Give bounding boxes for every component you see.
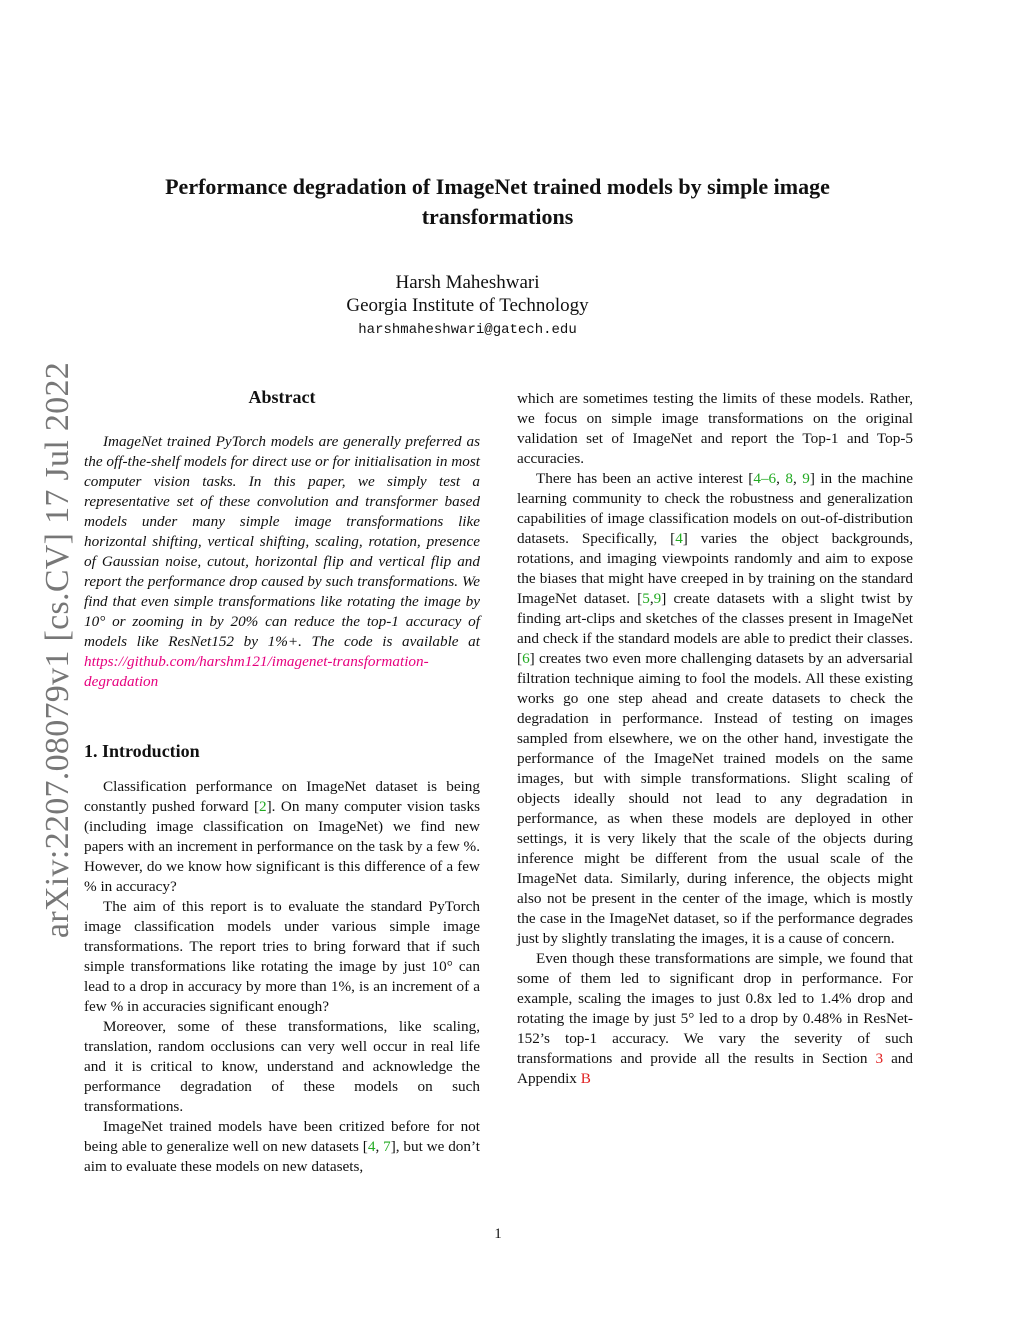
intro-paragraph-2: The aim of this report is to evaluate the standard PyTorch image classification models under various simple image transformations. The report tries to bring forward that if such simple transformations like rotating the image by just 10° can lead to a drop in accuracy by more than 1%, is an increment of a few % in accuracies significant enough? xyxy=(84,898,480,1015)
right-p3-text-mid: and Appendix xyxy=(517,1050,913,1087)
citation-link[interactable]: 8 xyxy=(785,470,793,487)
section-reference-link[interactable]: 3 xyxy=(875,1050,884,1067)
citation-link[interactable]: 9 xyxy=(802,470,810,487)
right-p2-text-c: ] varies the object backgrounds, rotations, and imaging viewpoints randomly and aim to expose the biases that might have creeped in by training on the standard ImageNet dataset. [ xyxy=(517,530,913,607)
citation-link[interactable]: 7 xyxy=(383,1138,391,1155)
right-paragraph-3 xyxy=(517,949,913,1089)
citation-link[interactable]: 6 xyxy=(768,470,777,487)
citation-link[interactable]: 4 xyxy=(753,470,761,487)
left-column xyxy=(84,384,480,1177)
right-p2-text-a: There has been an active interest [ xyxy=(536,470,754,487)
abstract-text xyxy=(84,432,480,692)
citation-link[interactable]: 5 xyxy=(642,590,650,607)
citation-link[interactable]: 6 xyxy=(522,650,530,667)
abstract-body-text: ImageNet trained PyTorch models are generally preferred as the off-the-shelf models for direct use or for initialisation in most computer vision tasks. In this paper, we simply test a representative set of these convolution and transformer based models under many simple image transformations like horizontal shifting, vertical shifting, scaling, rotation, presence of Gaussian noise, cutout, horizontal flip and vertical flip and report the performance drop caused by such transformations. We find that even simple transformations like rotating the image by 10° or zooming in by 20% can reduce the top-1 accuracy of models like ResNet152 by 1%+. The code is available at xyxy=(84,433,480,650)
citation-link[interactable]: 4 xyxy=(675,530,683,547)
intro-paragraph-4 xyxy=(84,1117,480,1177)
intro-p4-text-b: ], but we don’t aim to evaluate these models on new datasets, xyxy=(84,1138,481,1175)
intro-p4-text-a: ImageNet trained models have been critized before for not being able to generalize well on new datasets [ xyxy=(84,1118,480,1155)
citation-link[interactable]: 2 xyxy=(259,798,267,815)
intro-p1-text-a: Classification performance on ImageNet dataset is being constantly pushed forward [ xyxy=(84,778,480,815)
right-p3-text-a: Even though these transformations are simple, we found that some of them led to significant drop in performance. For example, scaling the images to just 0.8x led to 1.4% drop and rotating the image by just 5° led to a drop by 0.48% in ResNet-152’s top-1 accuracy. We vary the severity of such transformations and provide all the results in Section xyxy=(517,950,913,1067)
intro-paragraph-1 xyxy=(84,777,480,897)
introduction-heading: 1. Introduction xyxy=(84,741,200,761)
citation-separator: , xyxy=(375,1138,384,1155)
right-p2-text-b: ] in the machine learning community to check the robustness and generalization capabilities of image classification models on out-of-distribution datasets. Specifically, [ xyxy=(517,470,914,547)
author-name: Harsh Maheshwari xyxy=(395,272,540,293)
right-p2-text-d: ] create datasets with a slight twist by finding art-clips and sketches of the classes present in ImageNet and check if the standard models are able to predict their classes. [ xyxy=(517,590,913,667)
page-number: 1 xyxy=(494,1226,502,1242)
author-email[interactable]: harshmaheshwari@gatech.edu xyxy=(358,322,577,338)
paper-title: Performance degradation of ImageNet trained models by simple image transformations xyxy=(165,174,830,229)
arxiv-identifier-stamp: arXiv:2207.08079v1 [cs.CV] 17 Jul 2022 xyxy=(39,361,76,939)
right-p2-text-e: ] creates two even more challenging datasets by an adversarial filtration technique aiming to fool the models. All these existing works go one step ahead and create datasets to check the degradation in performance. Instead of testing on images sampled from elsewhere, we on the other hand, investigate the performance of the ImageNet trained models on the same images, but with simple transformations. Slight scaling of objects ideally should not lead to any degradation in performance, as when these models are deployed in other settings, it is very likely that the scale of the objects during inference might be different from the usual scale of the ImageNet data. Similarly, during inference, the objects might also not be present in the center of the image, which is mostly the case in the ImageNet dataset, so if the performance degrades just by slightly translating the images, it is a cause of concern. xyxy=(517,650,913,947)
citation-separator: , xyxy=(776,470,786,487)
right-paragraph-2 xyxy=(517,469,913,949)
citation-link[interactable]: 9 xyxy=(653,590,662,607)
right-paragraph-1: which are sometimes testing the limits of these models. Rather, we focus on simple image transformations on the original validation set of ImageNet and report the Top-1 and Top-5 accuracies. xyxy=(517,390,913,467)
appendix-reference-link[interactable]: B xyxy=(580,1070,591,1087)
citation-separator: , xyxy=(649,590,654,607)
abstract-heading: Abstract xyxy=(248,387,316,407)
intro-p1-text-b: ]. On many computer vision tasks (including image classification on ImageNet) we find new papers with an increment in performance on the task by a few %. However, do we know how significant is this difference of a few % in accuracy? xyxy=(84,798,480,895)
citation-link[interactable]: 4 xyxy=(367,1138,376,1155)
right-column xyxy=(517,389,913,1089)
citation-separator: , xyxy=(792,470,803,487)
citation-range-dash: – xyxy=(760,470,769,487)
code-repository-link[interactable]: https://github.com/harshm121/imagenet-transformation-degradation xyxy=(84,653,429,690)
intro-paragraph-3: Moreover, some of these transformations, like scaling, translation, random occlusions can very well occur in real life and it is critical to know, understand and acknowledge the performance degradation of these models on such transformations. xyxy=(84,1018,480,1115)
author-affiliation: Georgia Institute of Technology xyxy=(346,295,589,316)
